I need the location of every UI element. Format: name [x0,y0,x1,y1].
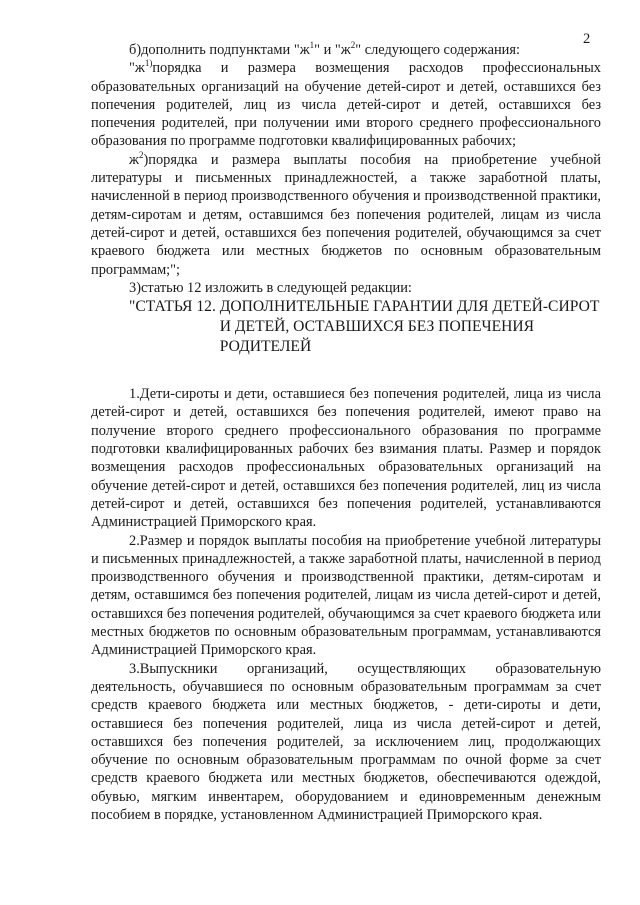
amendment-b-intro-part2: " и "ж [314,42,351,58]
document-body [91,41,601,824]
subitem-zh1-sup: 1) [144,58,153,69]
page-number: 2 [583,31,591,47]
subitem-zh1 [91,59,601,150]
article-heading [91,297,601,357]
subitem-zh2-open: ж [129,151,139,168]
article-paragraph-1: 1.Дети-сироты и дети, оставшиеся без попечения родителей, лица из числа детей-сирот и детей, оставшихся без попечения родителей, имеют право на получение второго среднего профессионального образования по программе подготовки квалифицированных рабочих без взимания платы. Размер и порядок возмещения расходов профессиональных образовательных организаций на обучение детей-сирот и детей, оставшихся без попечения родителей, лиц из числа детей-сирот и детей, оставшихся без попечения родителей, устанавливаются Администрацией Приморского края. [91,386,601,531]
subitem-zh2-sup: 2 [138,149,144,160]
subitem-zh1-open: "ж [129,60,145,77]
article-paragraph-3: 3.Выпускники организаций, осуществляющих образовательную деятельность, обучавшиеся по основным образовательным программам за счет средств краевого бюджета или местных бюджетов, - дети-сироты и дети, оставшиеся без попечения родителей, лица из числа детей-сирот и детей, оставшихся без попечения родителей, за исключением лиц, продолжающих обучение по основным образовательным программам по очной форме за счет средств краевого бюджета или местных бюджетов, обеспечиваются одеждой, обувью, мягким инвентарем, оборудованием и единовременным денежным пособием в порядке, установленном Администрацией Приморского края. [91,660,601,823]
article-paragraph-2: 2.Размер и порядок выплаты пособия на приобретение учебной литературы и письменных принадлежностей, а также заработной платы, начисленной в период производственного обучения и производственной практики, детям-сиротам и детям, оставшимся без попечения родителей, лицам из числа детей-сирот и детей, оставшихся без попечения родителей, обучающимся за счет краевого бюджета или местных бюджетов по основным образовательным программам, устанавливаются Администрацией Приморского края. [91,532,601,659]
amendment-b-intro-part3: " следующего содержания: [355,42,520,58]
amendment-b-intro [91,41,601,59]
subitem-zh2-text: )порядка и размера выплаты пособия на приобретение учебной литературы и письменных принадлежностей, а также заработной платы, начисленной в период производственного обучения и производственной практики, детям-сиротам и детям, оставшимся без попечения родителей, лицам из числа детей-сирот и детей, оставшихся без попечения родителей, обучающимся за счет краевого бюджета или местных бюджетов по основным образовательным программам;"; [91,151,601,278]
article-number: "СТАТЬЯ 12. [129,298,220,316]
subitem-zh2 [91,151,601,279]
amendment-3-intro: 3)статью 12 изложить в следующей редакции: [129,279,412,296]
subitem-zh1-text: порядка и размера возмещения расходов профессиональных образовательных организаций на обучение детей-сирот и детей, оставшихся без попечения родителей, лиц из числа детей-сирот и детей, оставшихся без попечения родителей, при получении ими второго среднего профессионального образования по программе подготовки квалифицированных рабочих; [91,60,601,150]
heading-spacer [91,357,601,385]
superscript-1: 1 [309,40,315,51]
superscript-2: 2 [350,40,356,51]
article-title: ДОПОЛНИТЕЛЬНЫЕ ГАРАНТИИ ДЛЯ ДЕТЕЙ-СИРОТ И ДЕТЕЙ, ОСТАВШИХСЯ БЕЗ ПОПЕЧЕНИЯ РОДИТЕЛЕЙ [219,298,600,356]
amendment-b-intro-part1: б)дополнить подпунктами "ж [129,42,310,58]
